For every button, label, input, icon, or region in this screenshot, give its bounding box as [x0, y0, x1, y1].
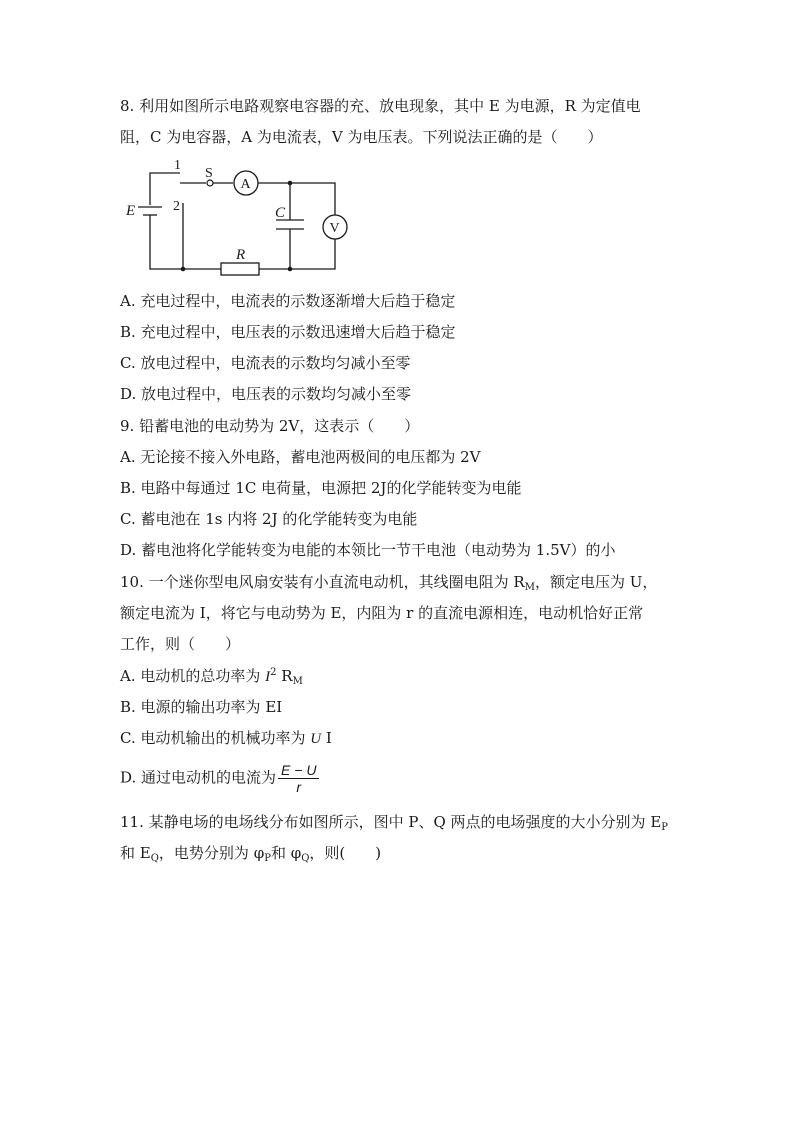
fraction-numerator: E − U	[278, 762, 319, 779]
q8-option-c: C. 放电过程中，电流表的示数均匀减小至零	[120, 354, 411, 372]
q11-line2	[120, 843, 690, 866]
q9-option-a: A. 无论接不接入外电路，蓄电池两极间的电压都为 2V	[120, 448, 481, 466]
q10-option-a-sup: 2	[270, 667, 277, 678]
fraction-denominator: r	[296, 779, 302, 795]
q10-option-d	[120, 762, 690, 795]
label-2: 2	[173, 199, 180, 214]
label-S: S	[205, 166, 213, 181]
ammeter-label: A	[240, 177, 251, 192]
voltmeter-label: V	[329, 221, 340, 236]
label-R: R	[236, 247, 246, 263]
q10-option-c	[120, 728, 690, 749]
q11-sub-p: P	[661, 822, 669, 833]
q11-line1	[120, 812, 690, 835]
q9-option-c: C. 蓄电池在 1s 内将 2J 的化学能转变为电能	[120, 510, 418, 528]
q10-stem-line3: 工作，则（ ）	[120, 635, 241, 653]
q11-line2-b: ，电势分别为 φ	[158, 844, 265, 862]
junction-dot-top	[288, 181, 293, 186]
q10-option-c-i: I	[321, 729, 332, 747]
wire-top-right	[258, 183, 335, 215]
q10-subscript-m: M	[524, 582, 535, 593]
junction-dot-bottom	[288, 267, 293, 272]
q10-option-a	[120, 666, 690, 689]
q8-circuit-diagram	[118, 154, 358, 278]
q8-option-a: A. 充电过程中，电流表的示数逐渐增大后趋于稳定	[120, 292, 456, 310]
q9-option-d: D. 蓄电池将化学能转变为电能的本领比一节干电池（电动势为 1.5V）的小	[120, 541, 616, 559]
q8-option-b: B. 充电过程中，电压表的示数迅速增大后趋于稳定	[120, 323, 456, 341]
q11-sub-q: Q	[150, 853, 159, 864]
label-1: 1	[174, 158, 181, 173]
q8-option-d: D. 放电过程中，电压表的示数均匀减小至零	[120, 385, 412, 403]
junction-dot-left	[181, 267, 186, 272]
q8-stem-line2: 阻，C 为电容器，A 为电流表，V 为电压表。下列说法正确的是（ ）	[120, 128, 603, 146]
label-C: C	[275, 205, 286, 221]
q10-option-a-sub: M	[292, 676, 303, 687]
q11-sub-phi-q: Q	[301, 853, 310, 864]
label-E: E	[126, 203, 136, 219]
q10-stem-line1-end: ，额定电压为 U，	[534, 573, 658, 591]
q10-stem-line1	[120, 572, 690, 595]
q10-option-c-text: C. 电动机输出的机械功率为	[120, 729, 311, 747]
q10-option-d-text: D. 通过电动机的电流为	[120, 768, 277, 787]
q11-line2-c: 和 φ	[270, 844, 302, 862]
q11-sub-phi-p: P	[264, 853, 271, 864]
q10-option-c-u: U	[310, 731, 322, 747]
q10-stem-line2: 额定电流为 I，将它与电动势为 E，内阻为 r 的直流电源相连，电动机恰好正常	[120, 604, 644, 622]
q11-line2-d: ，则( )	[309, 844, 382, 862]
q11-line2-a: 和 E	[120, 844, 151, 862]
wire-left-bottom	[150, 215, 221, 269]
q10-option-a-i: I	[265, 669, 271, 685]
q9-stem: 9. 铅蓄电池的电动势为 2V，这表示（ ）	[120, 417, 420, 435]
q10-option-a-r: R	[276, 667, 293, 685]
wire-right-bottom	[259, 239, 335, 269]
q8-stem-line1: 8. 利用如图所示电路观察电容器的充、放电现象，其中 E 为电源，R 为定值电	[120, 97, 641, 115]
q10-stem-line1-text: 10. 一个迷你型电风扇安装有小直流电动机，其线圈电阻为 R	[120, 573, 525, 591]
q10-option-a-text: A. 电动机的总功率为	[120, 667, 266, 685]
q9-option-b: B. 电路中每通过 1C 电荷量，电源把 2J的化学能转变为电能	[120, 479, 522, 497]
q10-option-b: B. 电源的输出功率为 EI	[120, 698, 283, 716]
resistor-body	[221, 263, 259, 275]
q10-option-d-fraction	[278, 762, 319, 795]
q11-line1-text: 11. 某静电场的电场线分布如图所示，图中 P、Q 两点的电场强度的大小分别为 E	[120, 813, 662, 831]
